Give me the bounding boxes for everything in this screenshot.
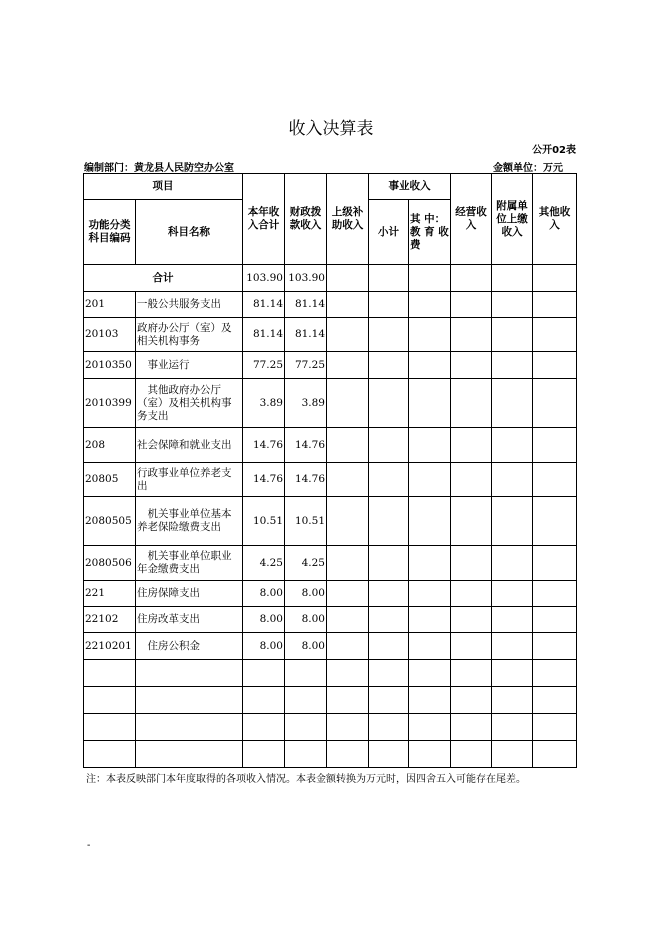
row-total: 8.00 bbox=[243, 607, 285, 633]
row-name: 行政事业单位养老支出 bbox=[136, 463, 243, 497]
empty-row bbox=[84, 741, 577, 768]
header-business: 事业收入 bbox=[369, 174, 451, 200]
income-table bbox=[83, 173, 577, 768]
row-code: 22102 bbox=[84, 607, 136, 633]
row-name: 住房公积金 bbox=[136, 633, 243, 660]
table-row bbox=[84, 352, 577, 379]
header-item: 项目 bbox=[84, 174, 243, 200]
row-fiscal: 81.14 bbox=[285, 318, 327, 352]
header-name: 科目名称 bbox=[136, 200, 243, 265]
row-total: 3.89 bbox=[243, 379, 285, 428]
row-total: 10.51 bbox=[243, 497, 285, 546]
row-total: 14.76 bbox=[243, 463, 285, 497]
table-row bbox=[84, 318, 577, 352]
table-row bbox=[84, 607, 577, 633]
table-row bbox=[84, 546, 577, 581]
row-total: 8.00 bbox=[243, 581, 285, 607]
footnote: 注：本表反映部门本年度取得的各项收入情况。本表金额转换为万元时，因四舍五入可能存在尾差。 bbox=[86, 774, 526, 785]
row-code: 2010350 bbox=[84, 352, 136, 379]
row-fiscal: 77.25 bbox=[285, 352, 327, 379]
header-affiliated: 附属单位上缴收入 bbox=[492, 174, 533, 265]
row-fiscal: 8.00 bbox=[285, 607, 327, 633]
row-total: 81.14 bbox=[243, 318, 285, 352]
footer-mark: - bbox=[87, 840, 91, 851]
row-fiscal: 4.25 bbox=[285, 546, 327, 581]
row-name: 事业运行 bbox=[136, 352, 243, 379]
table-row bbox=[84, 463, 577, 497]
row-name: 住房保障支出 bbox=[136, 581, 243, 607]
total-label: 合计 bbox=[84, 265, 243, 292]
header-subtotal: 小计 bbox=[369, 200, 409, 265]
row-name: 社会保障和就业支出 bbox=[136, 428, 243, 463]
row-total: 14.76 bbox=[243, 428, 285, 463]
header-education: 其 中：教 育 收费 bbox=[409, 200, 451, 265]
row-fiscal: 14.76 bbox=[285, 463, 327, 497]
header-code: 功能分类科目编码 bbox=[84, 200, 136, 265]
row-code: 2210201 bbox=[84, 633, 136, 660]
row-code: 201 bbox=[84, 292, 136, 318]
row-name: 机关事业单位基本养老保险缴费支出 bbox=[136, 497, 243, 546]
total-fiscal: 103.90 bbox=[285, 265, 327, 292]
row-fiscal: 8.00 bbox=[285, 633, 327, 660]
table-row bbox=[84, 581, 577, 607]
row-fiscal: 81.14 bbox=[285, 292, 327, 318]
form-number: 公开02表 bbox=[532, 145, 576, 156]
table-row bbox=[84, 497, 577, 546]
row-name: 机关事业单位职业年金缴费支出 bbox=[136, 546, 243, 581]
empty-row bbox=[84, 660, 577, 687]
row-total: 4.25 bbox=[243, 546, 285, 581]
page-title: 收入决算表 bbox=[288, 119, 374, 139]
empty-row bbox=[84, 687, 577, 714]
row-name: 其他政府办公厅（室）及相关机构事务支出 bbox=[136, 379, 243, 428]
header-operating: 经营收入 bbox=[451, 174, 492, 265]
header-total: 本年收入合计 bbox=[243, 174, 285, 265]
row-name: 住房改革支出 bbox=[136, 607, 243, 633]
header-fiscal: 财政拨款收入 bbox=[285, 174, 327, 265]
row-total: 77.25 bbox=[243, 352, 285, 379]
row-code: 221 bbox=[84, 581, 136, 607]
table-row bbox=[84, 292, 577, 318]
row-name: 政府办公厅（室）及相关机构事务 bbox=[136, 318, 243, 352]
total-row bbox=[84, 265, 577, 292]
row-code: 20103 bbox=[84, 318, 136, 352]
department: 编制部门：黄龙县人民防空办公室 bbox=[84, 163, 234, 174]
amount-unit: 金额单位：万元 bbox=[493, 163, 563, 174]
header-other: 其他收入 bbox=[533, 174, 577, 265]
row-code: 2080505 bbox=[84, 497, 136, 546]
row-code: 2080506 bbox=[84, 546, 136, 581]
row-total: 81.14 bbox=[243, 292, 285, 318]
table-row bbox=[84, 379, 577, 428]
row-code: 2010399 bbox=[84, 379, 136, 428]
row-fiscal: 3.89 bbox=[285, 379, 327, 428]
row-code: 20805 bbox=[84, 463, 136, 497]
row-fiscal: 10.51 bbox=[285, 497, 327, 546]
row-name: 一般公共服务支出 bbox=[136, 292, 243, 318]
table-row bbox=[84, 633, 577, 660]
total-amount: 103.90 bbox=[243, 265, 285, 292]
row-code: 208 bbox=[84, 428, 136, 463]
table-row bbox=[84, 428, 577, 463]
empty-row bbox=[84, 714, 577, 741]
row-fiscal: 8.00 bbox=[285, 581, 327, 607]
row-total: 8.00 bbox=[243, 633, 285, 660]
row-fiscal: 14.76 bbox=[285, 428, 327, 463]
header-superior: 上级补助收入 bbox=[327, 174, 369, 265]
